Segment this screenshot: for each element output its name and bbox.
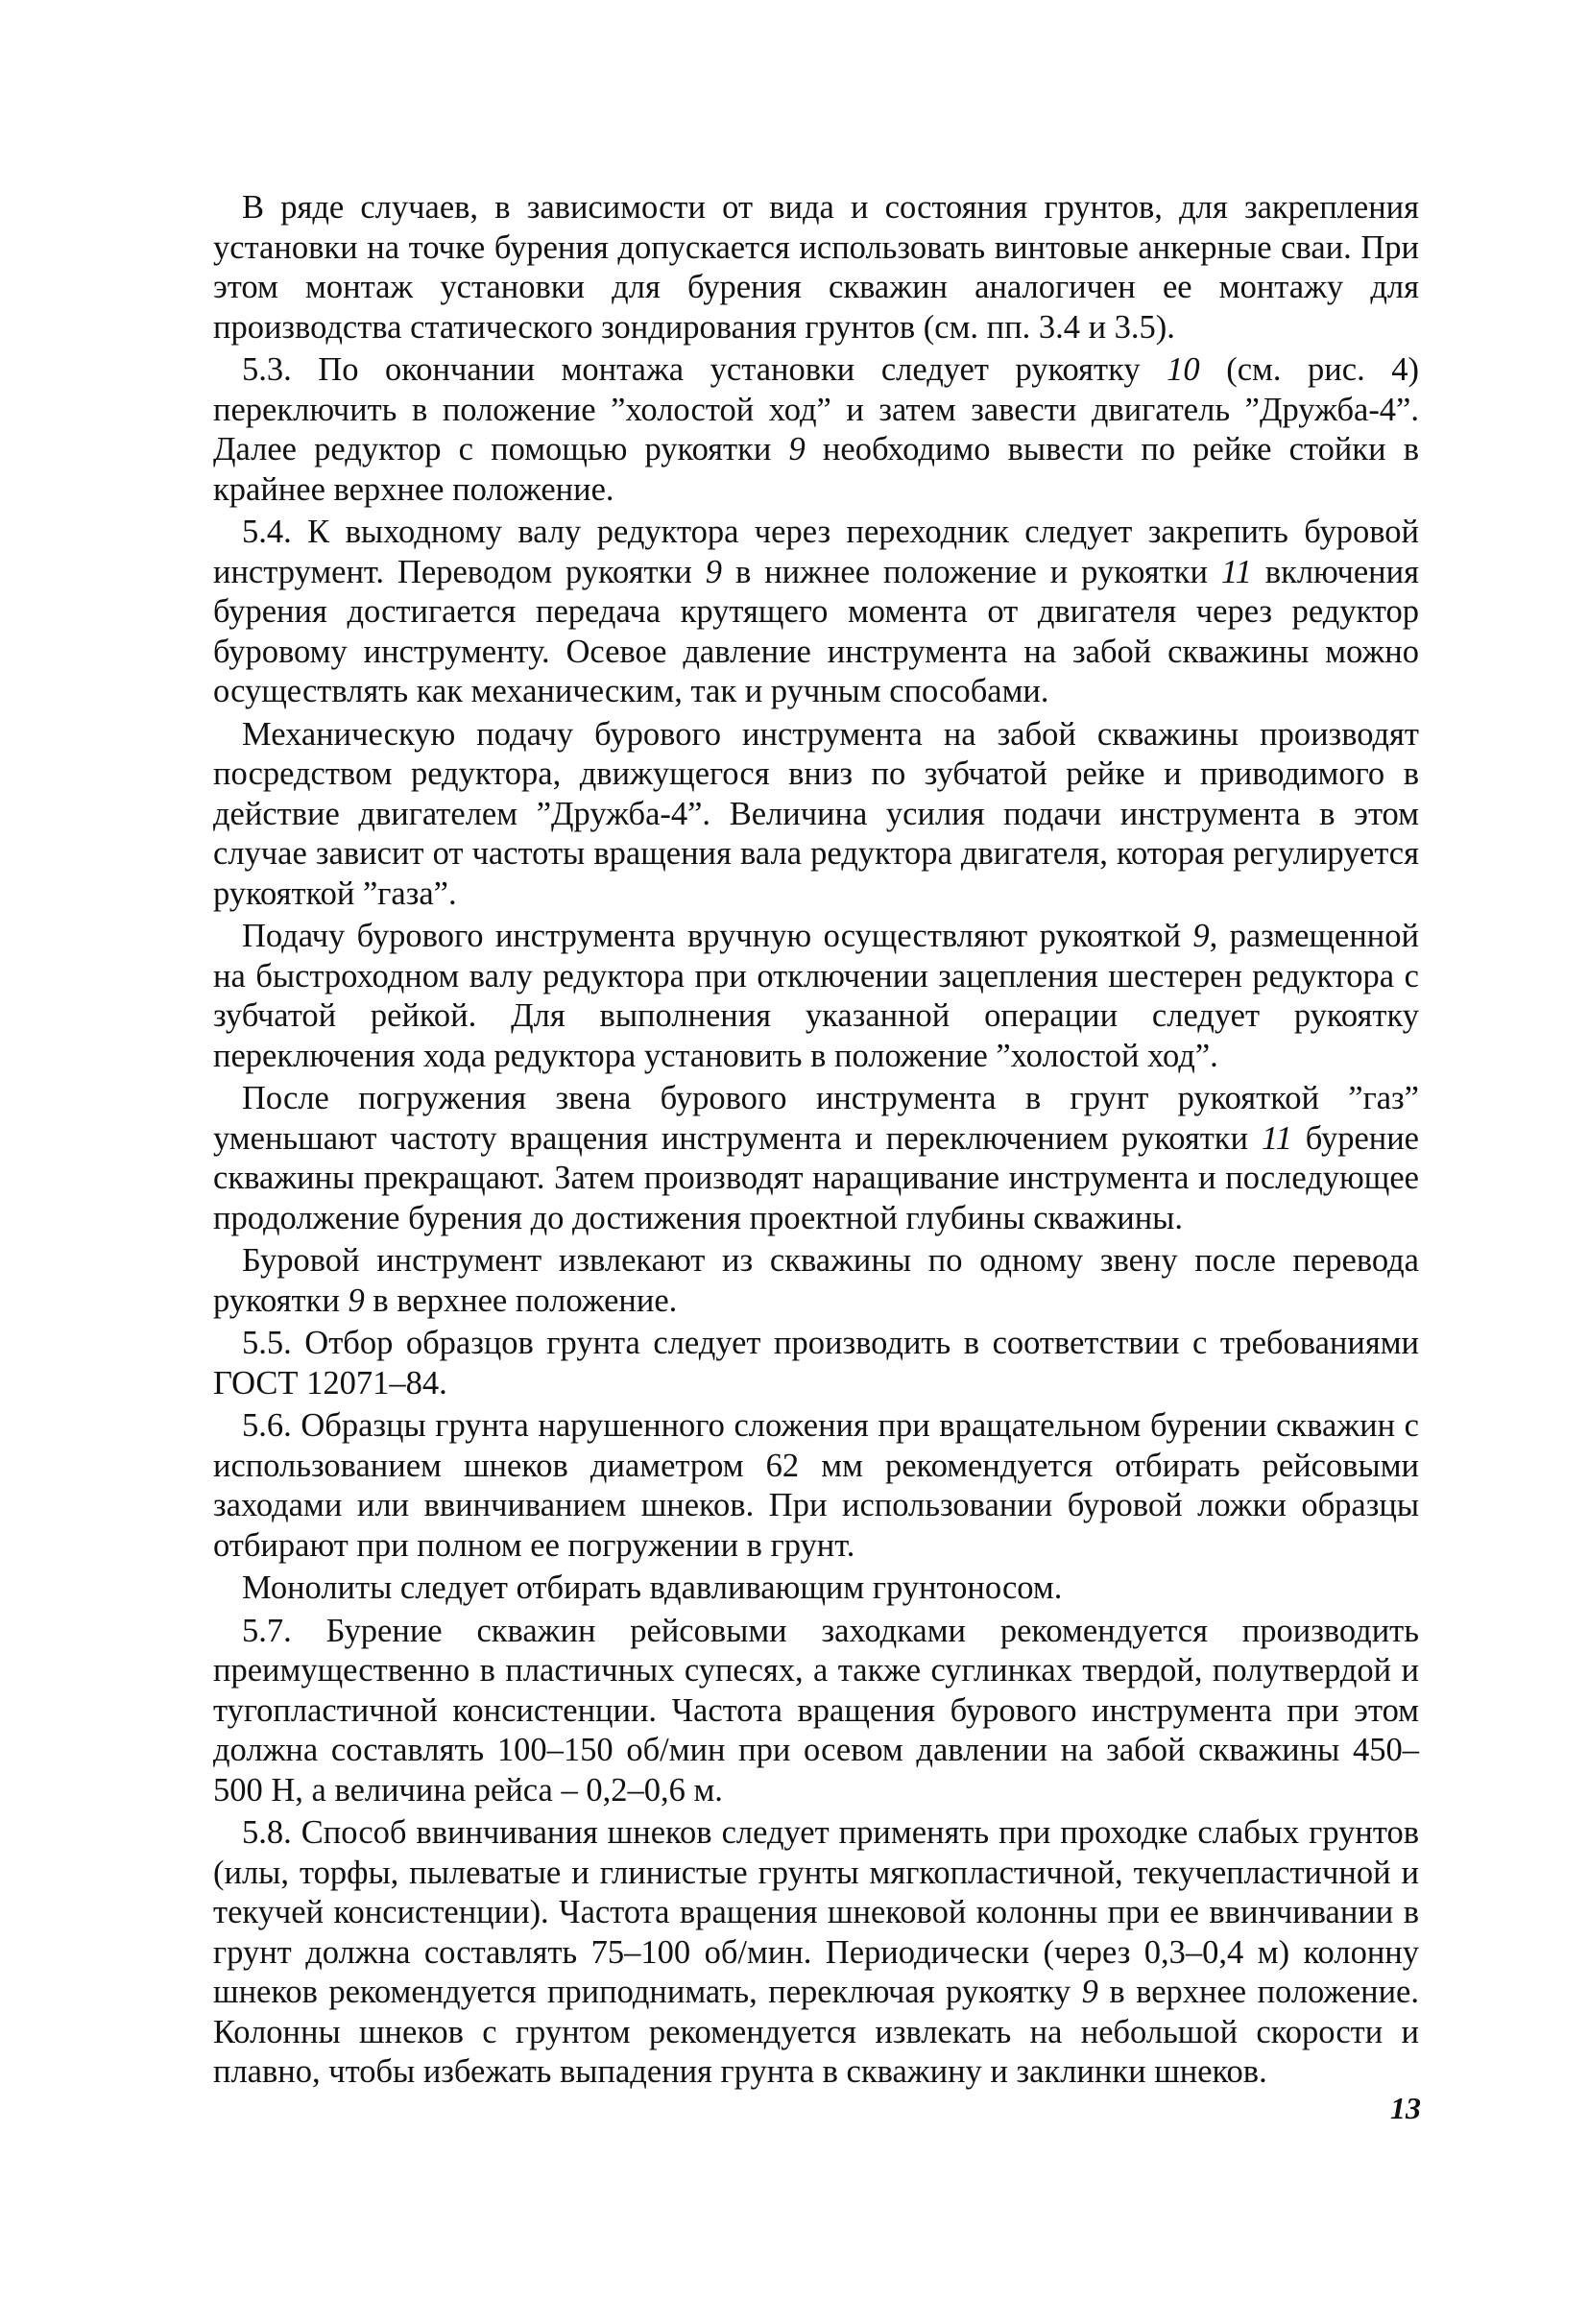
- paragraph-monoliths: Монолиты следует отбирать вдавливающим грунтоносом.: [242, 1569, 1063, 1606]
- handle-number-ref: 10: [1167, 351, 1200, 388]
- text-run: Подачу бурового инструмента вручную осуществляют рукояткой: [242, 918, 1193, 954]
- text-run: (см. рис. 4) переключить в положение ”холостой ход” и затем завести двигатель ”Дружба-4”. Далее редуктор с помощью рукоятки: [213, 351, 1419, 467]
- text-run: 5.8. Способ ввинчивания шнеков следует применять при проходке слабых грунтов (илы, торфы, пылеватые и глинистые грунты мягкопластичной, текучепластичной и текучей консистенции). Частота вращения шнековой колонны при ее ввинчивании в грунт должна составлять 75–100 об/мин. Периодически (через 0,3–0,4 м) колонну шнеков рекомендуется приподнимать, переключая рукоятку: [213, 1814, 1419, 2010]
- text-run: в верхнее положение.: [364, 1282, 678, 1319]
- paragraph-manual-feed: [213, 917, 1419, 1076]
- page-number: 13: [1390, 2091, 1421, 2125]
- handle-number-ref: 11: [1220, 553, 1252, 590]
- handle-number-ref: 9: [788, 431, 806, 467]
- paragraph-5-8: [213, 1813, 1419, 2093]
- paragraph-mechanical-feed: Механическую подачу бурового инструмента на забой скважины производят посредством редуктора, движущегося вниз по зубчатой рейке и приводимого в действие двигателем ”Дружба-4”. Величина усилия подачи инструмента в этом случае зависит от частоты вращения вала редуктора двигателя, которая регулируется рукояткой ”газа”.: [213, 715, 1419, 912]
- paragraph-tool-extraction: [213, 1241, 1419, 1321]
- text-run: После погружения звена бурового инструмента в грунт рукояткой ”газ” уменьшают частоту вращения инструмента и переключением рукоятки: [213, 1080, 1419, 1157]
- handle-number-ref: 9: [1081, 1974, 1098, 2010]
- handle-number-ref: 11: [1261, 1119, 1292, 1157]
- text-run: в нижнее положение и рукоятки: [722, 553, 1221, 590]
- paragraph-5-7: 5.7. Бурение скважин рейсовыми заходками рекомендуется производить преимущественно в пластичных супесях, а также суглинках твердой, полутвердой и тугопластичной консистенции. Частота вращения бурового инструмента при этом должна составлять 100–150 об/мин при осевом давлении на забой скважины 450–500 Н, а величина рейса – 0,2–0,6 м.: [213, 1612, 1419, 1809]
- text-run: бурение скважины прекращают. Затем производят наращивание инструмента и последующее продолжение бурения до достижения проектной глубины скважины.: [213, 1119, 1419, 1236]
- paragraph-anchor-piles: В ряде случаев, в зависимости от вида и состояния грунтов, для закрепления установки на точке бурения допускается использовать винтовые анкерные сваи. При этом монтаж установки для бурения скважин аналогичен ее монтажу для производства статического зондирования грунтов (см. пп. 3.4 и 3.5).: [213, 189, 1419, 346]
- text-run: в верхнее положение. Колонны шнеков с грунтом рекомендуется извлекать на небольшой скорости и плавно, чтобы избежать выпадения грунта в скважину и заклинки шнеков.: [213, 1974, 1419, 2090]
- paragraph-5-4: [213, 513, 1419, 712]
- paragraph-after-immersion: [213, 1079, 1419, 1238]
- paragraph-5-6: 5.6. Образцы грунта нарушенного сложения при вращательном бурении скважин с использованием шнеков диаметром 62 мм рекомендуется отбирать рейсовыми заходами или ввинчиванием шнеков. При использовании буровой ложки образцы отбирают при полном ее погружении в грунт.: [213, 1407, 1419, 1564]
- text-run: включения бурения достигается передача крутящего момента от двигателя через редуктор буровому инструменту. Осевое давление инструмента на забой скважины можно осуществлять как механическим, так и ручным способами.: [213, 553, 1419, 709]
- body-text: [213, 188, 1419, 2093]
- text-run: 5.3. По окончании монтажа установки следует рукоятку: [242, 351, 1167, 388]
- paragraph-5-5: 5.5. Отбор образцов грунта следует производить в соответствии с требованиями ГОСТ 12071–84.: [213, 1325, 1419, 1402]
- text-run: Буровой инструмент извлекают из скважины по одному звену после перевода рукоятки: [213, 1242, 1419, 1319]
- handle-number-ref: 9: [705, 553, 723, 590]
- paragraph-5-3: [213, 350, 1419, 510]
- handle-number-ref: 9: [348, 1282, 365, 1319]
- handle-number-ref: 9: [1192, 918, 1210, 954]
- text-run: , размещенной на быстроходном валу редуктора при отключении зацепления шестерен редуктора с зубчатой рейкой. Для выполнения указанной операции следует рукоятку переключения хода редуктора установить в положение ”холостой ход”.: [213, 918, 1419, 1074]
- text-run: необходимо вывести по рейке стойки в крайнее верхнее положение.: [213, 431, 1419, 508]
- text-run: 5.4. К выходному валу редуктора через переходник следует закрепить буровой инструмент. Переводом рукоятки: [213, 514, 1419, 590]
